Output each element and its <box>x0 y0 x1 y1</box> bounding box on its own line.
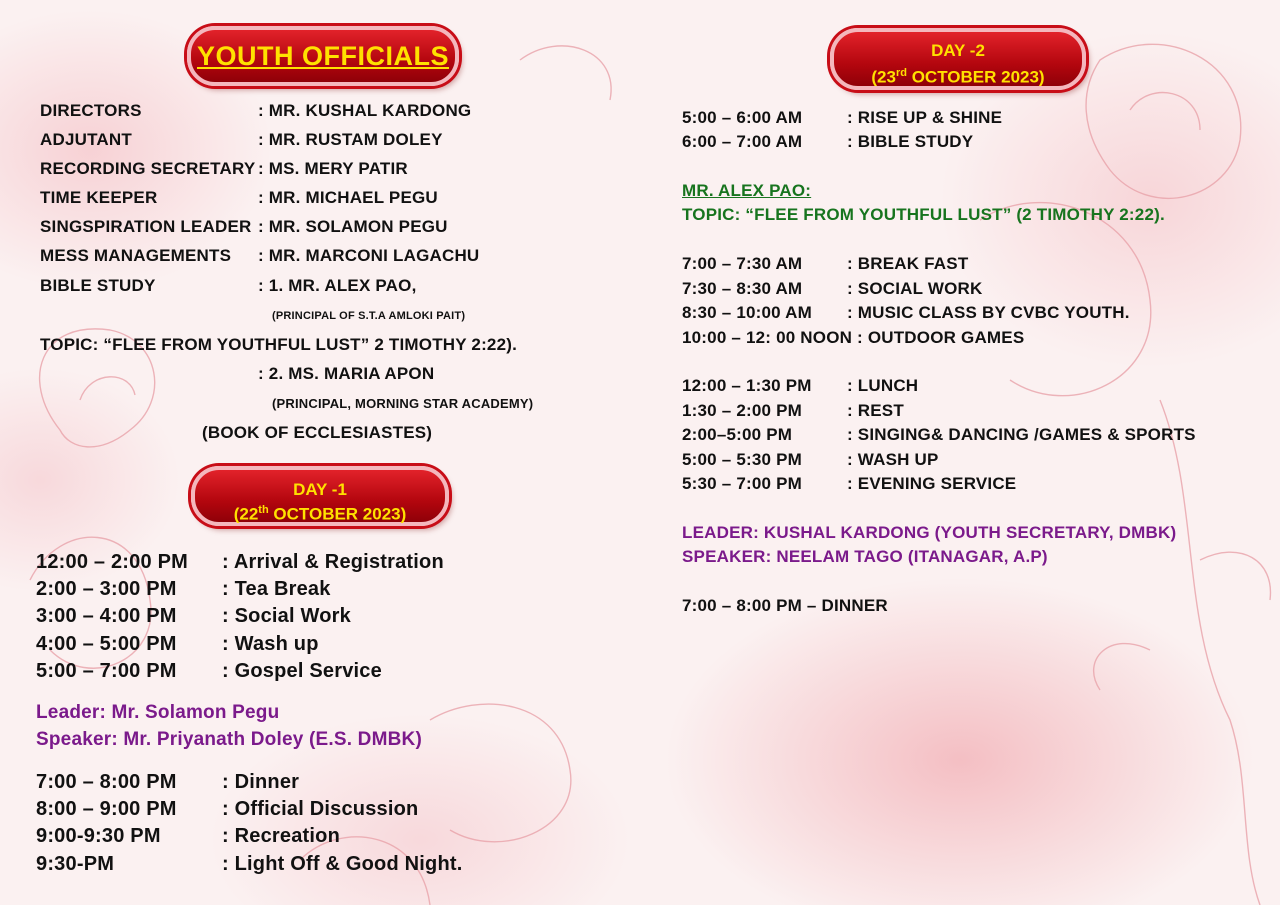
day2-leader: LEADER: KUSHAL KARDONG (YOUTH SECRETARY, DMBK) <box>682 523 1177 542</box>
schedule-time: 5:00 – 6:00 AM <box>682 108 803 127</box>
schedule-event: : MUSIC CLASS BY CVBC YOUTH. <box>847 303 1130 322</box>
schedule-time: 7:00 – 7:30 AM <box>682 254 803 273</box>
official-name: : MR. RUSTAM DOLEY <box>258 130 443 149</box>
schedule-time: 12:00 – 2:00 PM <box>36 551 188 573</box>
day2-title: DAY -2 <box>931 41 985 60</box>
schedule-event: : Tea Break <box>222 578 331 600</box>
schedule-event: : REST <box>847 401 904 420</box>
schedule-event: : BIBLE STUDY <box>847 132 974 151</box>
schedule-time: 4:00 – 5:00 PM <box>36 633 177 655</box>
official-second-bible-study: : 2. MS. MARIA APON <box>258 364 435 383</box>
schedule-event: : WASH UP <box>847 450 939 469</box>
officials-topic: TOPIC: “FLEE FROM YOUTHFUL LUST” 2 TIMOTHY 2:22). <box>40 335 518 354</box>
official-name: : MR. SOLAMON PEGU <box>258 217 448 236</box>
schedule-event: : Arrival & Registration <box>222 551 444 573</box>
day2-dinner: 7:00 – 8:00 PM – DINNER <box>682 596 888 615</box>
book-of-ecclesiastes: (BOOK OF ECCLESIASTES) <box>202 423 433 442</box>
schedule-time: 2:00–5:00 PM <box>682 425 793 444</box>
schedule-event: : LUNCH <box>847 376 919 395</box>
schedule-time: 1:30 – 2:00 PM <box>682 401 802 420</box>
official-role: ADJUTANT <box>40 130 132 149</box>
official-name: : MR. MICHAEL PEGU <box>258 188 438 207</box>
schedule-event: : Recreation <box>222 825 340 847</box>
youth-officials-banner <box>187 26 459 86</box>
schedule-event: : SOCIAL WORK <box>847 279 983 298</box>
day2-speaker: SPEAKER: NEELAM TAGO (ITANAGAR, A.P) <box>682 547 1048 566</box>
schedule-time: 9:00-9:30 PM <box>36 825 161 847</box>
day1-speaker: Speaker: Mr. Priyanath Doley (E.S. DMBK) <box>36 729 422 750</box>
schedule-time: 5:30 – 7:00 PM <box>682 474 802 493</box>
schedule-time: 5:00 – 5:30 PM <box>682 450 802 469</box>
schedule-event: : RISE UP & SHINE <box>847 108 1003 127</box>
maria-apon-note: (PRINCIPAL, MORNING STAR ACADEMY) <box>272 396 534 411</box>
bible-study-leader: MR. ALEX PAO: <box>682 181 812 200</box>
schedule-event: : BREAK FAST <box>847 254 969 273</box>
schedule-event: : EVENING SERVICE <box>847 474 1017 493</box>
schedule-time: 8:00 – 9:00 PM <box>36 798 177 820</box>
official-role: MESS MANAGEMENTS <box>40 246 232 265</box>
official-name: : 1. MR. ALEX PAO, <box>258 276 417 295</box>
official-name: : MR. KUSHAL KARDONG <box>258 101 472 120</box>
schedule-time: 2:00 – 3:00 PM <box>36 578 177 600</box>
bible-study-topic: TOPIC: “FLEE FROM YOUTHFUL LUST” (2 TIMOTHY 2:22). <box>682 205 1165 224</box>
day2-date: (23rd OCTOBER 2023) <box>871 67 1045 87</box>
schedule-event: : Light Off & Good Night. <box>222 853 463 875</box>
official-role: DIRECTORS <box>40 101 142 120</box>
schedule-time: 3:00 – 4:00 PM <box>36 605 177 627</box>
alex-pao-note: (PRINCIPAL OF S.T.A AMLOKI PAIT) <box>272 310 466 322</box>
day1-banner <box>191 466 449 526</box>
day1-date: (22th OCTOBER 2023) <box>233 504 407 524</box>
official-role: BIBLE STUDY <box>40 276 156 295</box>
day1-leader: Leader: Mr. Solamon Pegu <box>36 702 280 723</box>
day1-title: DAY -1 <box>293 480 347 499</box>
schedule-event: : Social Work <box>222 605 351 627</box>
day2-banner <box>830 28 1086 90</box>
official-role: SINGSPIRATION LEADER <box>40 217 252 236</box>
official-name: : MR. MARCONI LAGACHU <box>258 246 480 265</box>
schedule-time: 8:30 – 10:00 AM <box>682 303 812 322</box>
schedule-time: 7:30 – 8:30 AM <box>682 279 803 298</box>
schedule-time: 5:00 – 7:00 PM <box>36 660 177 682</box>
youth-officials-heading: YOUTH OFFICIALS <box>197 41 449 71</box>
schedule-time: 12:00 – 1:30 PM <box>682 376 812 395</box>
schedule-event: : Gospel Service <box>222 660 382 682</box>
schedule-time: 6:00 – 7:00 AM <box>682 132 803 151</box>
official-name: : MS. MERY PATIR <box>258 159 408 178</box>
schedule-event: : Dinner <box>222 771 300 793</box>
outdoor-games-row: 10:00 – 12: 00 NOON : OUTDOOR GAMES <box>682 328 1025 347</box>
official-role: RECORDING SECRETARY <box>40 159 256 178</box>
schedule-event: : Wash up <box>222 633 319 655</box>
schedule-time: 7:00 – 8:00 PM <box>36 771 177 793</box>
official-role: TIME KEEPER <box>40 188 158 207</box>
schedule-time: 9:30-PM <box>36 853 115 875</box>
schedule-event: : Official Discussion <box>222 798 419 820</box>
schedule-event: : SINGING& DANCING /GAMES & SPORTS <box>847 425 1196 444</box>
